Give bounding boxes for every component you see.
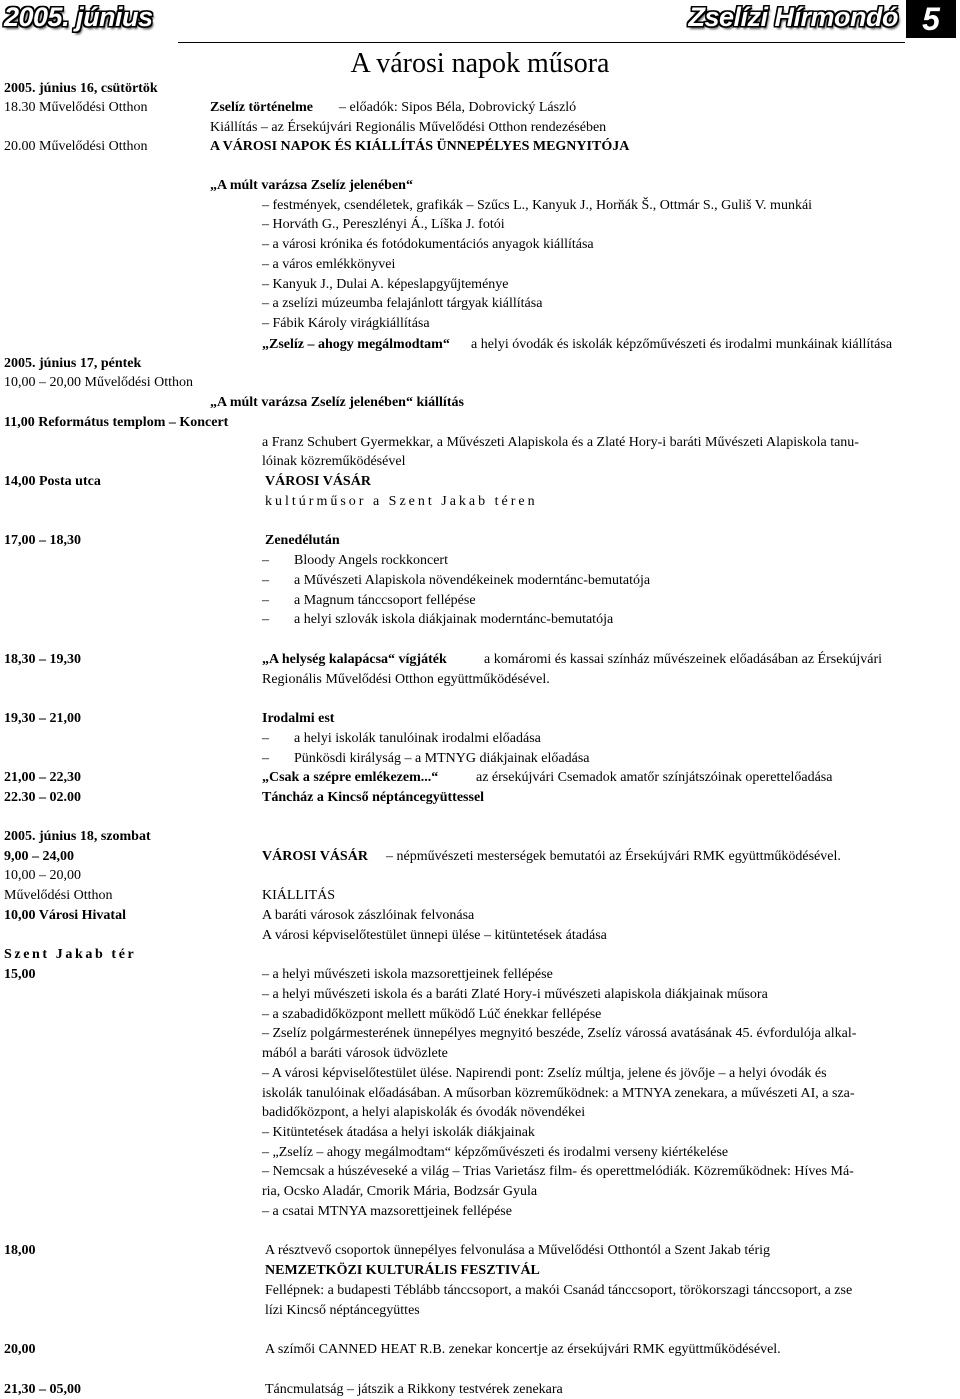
- program-line: Zenedélután: [265, 533, 340, 548]
- program-line: 10,00 – 20,00: [4, 868, 81, 883]
- program-line: 18,00: [4, 1243, 36, 1258]
- program-line: Művelődési Otthon: [4, 888, 113, 903]
- program-line: lízi Kincső néptáncegyüttes: [265, 1303, 420, 1318]
- program-line: –: [262, 553, 269, 568]
- header-rule: [178, 42, 905, 43]
- program-line: NEMZETKÖZI KULTURÁLIS FESZTIVÁL: [265, 1263, 540, 1278]
- program-line: 10,00 Városi Hivatal: [4, 908, 126, 923]
- program-line: – A városi képviselőtestület ülése. Napirendi pont: Zselíz múltja, jelene és jövője – a helyi óvodák és: [262, 1066, 827, 1081]
- program-line: Fellépnek: a budapesti Téblább tánccsoport, a makói Csanád tánccsoport, törökorszagi tánccsoport, a zse: [265, 1283, 853, 1298]
- program-line: 21,00 – 22,30: [4, 770, 81, 785]
- program-line: – Kitüntetések átadása a helyi iskolák diákjainak: [262, 1125, 535, 1140]
- program-line: – Zselíz polgármesterének ünnepélyes megnyitó beszéde, Zselíz várossá avatásának 45. évfordulója alkal-: [262, 1026, 857, 1041]
- program-line: 19,30 – 21,00: [4, 711, 81, 726]
- program-line: A városi képviselőtestület ünnepi ülése – kitüntetések átadása: [262, 928, 607, 943]
- program-line: 21,30 – 05,00: [4, 1382, 81, 1397]
- program-line: a helyi óvodák és iskolák képzőművészeti és irodalmi munkáinak kiállítása: [471, 337, 893, 352]
- program-line: a Magnum tánccsoport fellépése: [294, 593, 476, 608]
- program-line: – a város emlékkönyvei: [262, 257, 396, 272]
- program-line: Kiállítás – az Érsekújvári Regionális Művelődési Otthon rendezésében: [210, 120, 607, 135]
- program-line: „Zselíz – ahogy megálmodtam“: [262, 337, 450, 352]
- program-line: –: [262, 612, 269, 627]
- program-line: a helyi szlovák iskola diákjainak moderntánc-bemutatója: [294, 612, 614, 627]
- program-line: a helyi iskolák tanulóinak irodalmi előadása: [294, 731, 541, 746]
- program-line: 10,00 – 20,00 Művelődési Otthon: [4, 375, 193, 390]
- program-line: badidőközpont, a helyi alapiskolák és óvodák növendékei: [262, 1105, 586, 1120]
- program-line: mából a baráti városok üdvözlete: [262, 1046, 448, 1061]
- program-line: 2005. június 16, csütörtök: [4, 81, 158, 96]
- program-line: lóinak közreműködésével: [262, 454, 406, 469]
- program-line: Pünkösdi királyság – a MTNYG diákjainak előadása: [294, 751, 590, 766]
- issue-date: 2005. június: [4, 2, 153, 32]
- program-line: VÁROSI VÁSÁR: [262, 849, 368, 864]
- program-line: ria, Ocsko Aladár, Cmorik Mária, Bodzsár Gyula: [262, 1184, 538, 1199]
- program-line: Táncmulatság – játszik a Rikkony testvérek zenekara: [265, 1382, 563, 1397]
- program-line: – „Zselíz – ahogy megálmodtam“ képzőművészeti és irodalmi verseny kiértékelése: [262, 1145, 729, 1160]
- program-line: 18,30 – 19,30: [4, 652, 81, 667]
- program-line: A résztvevő csoportok ünnepélyes felvonulása a Művelődési Otthontól a Szent Jakab térig: [265, 1243, 771, 1258]
- program-line: 20.00 Művelődési Otthon: [4, 139, 148, 154]
- program-line: a Művészeti Alapiskola növendékeinek moderntánc-bemutatója: [294, 573, 651, 588]
- program-line: –: [262, 731, 269, 746]
- program-line: – a szabadidőközpont mellett működő Lúč énekkar fellépése: [262, 1007, 602, 1022]
- program-line: KIÁLLITÁS: [262, 888, 336, 903]
- program-line: 2005. június 17, péntek: [4, 356, 142, 371]
- program-line: 20,00: [4, 1342, 36, 1357]
- program-line: A szímői CANNED HEAT R.B. zenekar koncertje az érsekújvári RMK együttműködésével.: [265, 1342, 781, 1357]
- program-line: – előadók: Sipos Béla, Dobrovický László: [339, 100, 577, 115]
- program-line: kultúrműsor a Szent Jakab téren: [265, 494, 538, 509]
- program-line: 15,00: [4, 967, 36, 982]
- program-line: – a helyi művészeti iskola és a baráti Zlaté Hory-i művészeti alapiskola diákjainak műsora: [262, 987, 768, 1002]
- program-line: 22.30 – 02.00: [4, 790, 81, 805]
- program-line: – népművészeti mesterségek bemutatói az Érsekújvári RMK együttműködésével.: [386, 849, 841, 864]
- program-line: Zselíz történelme: [210, 100, 314, 115]
- program-line: 14,00 Posta utca: [4, 474, 101, 489]
- program-line: Szent Jakab tér: [4, 947, 137, 962]
- program-line: A baráti városok zászlóinak felvonása: [262, 908, 475, 923]
- program-line: a komáromi és kassai színház művészeinek előadásában az Érsekújvári: [484, 652, 883, 667]
- program-line: VÁROSI VÁSÁR: [265, 474, 371, 489]
- page-title: A városi napok műsora: [350, 48, 610, 79]
- program-line: iskolák tanulóinak előadásában. A műsorban közreműködnek: a MTNYA zenekara, a művészeti AI, a sza-: [262, 1086, 855, 1101]
- program-line: „A múlt varázsa Zselíz jelenében“: [210, 178, 413, 193]
- program-line: a Franz Schubert Gyermekkar, a Művészeti Alapiskola és a Zlaté Hory-i baráti Művészeti Alapiskola tanu-: [262, 435, 859, 450]
- page-number: 5: [906, 0, 956, 38]
- program-line: Regionális Művelődési Otthon együttműködésével.: [262, 672, 550, 687]
- program-line: – a helyi művészeti iskola mazsorettjeinek fellépése: [262, 967, 553, 982]
- program-line: –: [262, 573, 269, 588]
- program-line: 9,00 – 24,00: [4, 849, 74, 864]
- program-line: „A múlt varázsa Zselíz jelenében“ kiállítás: [210, 395, 464, 410]
- program-line: Bloody Angels rockkoncert: [294, 553, 448, 568]
- program-line: – Kanyuk J., Dulai A. képeslapgyűjteménye: [262, 277, 509, 292]
- program-line: az érsekújvári Csemadok amatőr színjátszóinak operettelőadása: [476, 770, 833, 785]
- program-line: „Csak a szépre emlékezem...“: [262, 770, 439, 785]
- program-line: – a zselízi múzeumba felajánlott tárgyak kiállítása: [262, 296, 543, 311]
- program-line: Irodalmi est: [262, 711, 335, 726]
- program-line: –: [262, 593, 269, 608]
- paper-name: Zselízi Hírmondó: [688, 2, 898, 32]
- program-line: „A helység kalapácsa“ vígjáték: [262, 652, 447, 667]
- program-line: A VÁROSI NAPOK ÉS KIÁLLÍTÁS ÜNNEPÉLYES MEGNYITÓJA: [210, 139, 630, 154]
- program-line: – a csatai MTNYA mazsorettjeinek fellépése: [262, 1204, 512, 1219]
- program-line: 2005. június 18, szombat: [4, 829, 151, 844]
- program-line: –: [262, 751, 269, 766]
- program-line: – festmények, csendéletek, grafikák – Szűcs L., Kanyuk J., Horňák Š., Ottmár S., Guliš V. munkái: [262, 198, 813, 213]
- program-line: – Fábik Károly virágkiállítása: [262, 316, 430, 331]
- program-line: – Horváth G., Pereszlényi Á., Líška J. fotói: [262, 217, 505, 232]
- program-line: 17,00 – 18,30: [4, 533, 81, 548]
- program-line: 18.30 Művelődési Otthon: [4, 100, 148, 115]
- program-line: Táncház a Kincső néptáncegyüttessel: [262, 790, 485, 805]
- program-line: 11,00 Református templom – Koncert: [4, 415, 229, 430]
- program-line: – Nemcsak a húszéveseké a világ – Trias Varietász film- és operettmelódiák. Közreműködnek: Híves Má-: [262, 1164, 854, 1179]
- program-line: – a városi krónika és fotódokumentációs anyagok kiállítása: [262, 237, 594, 252]
